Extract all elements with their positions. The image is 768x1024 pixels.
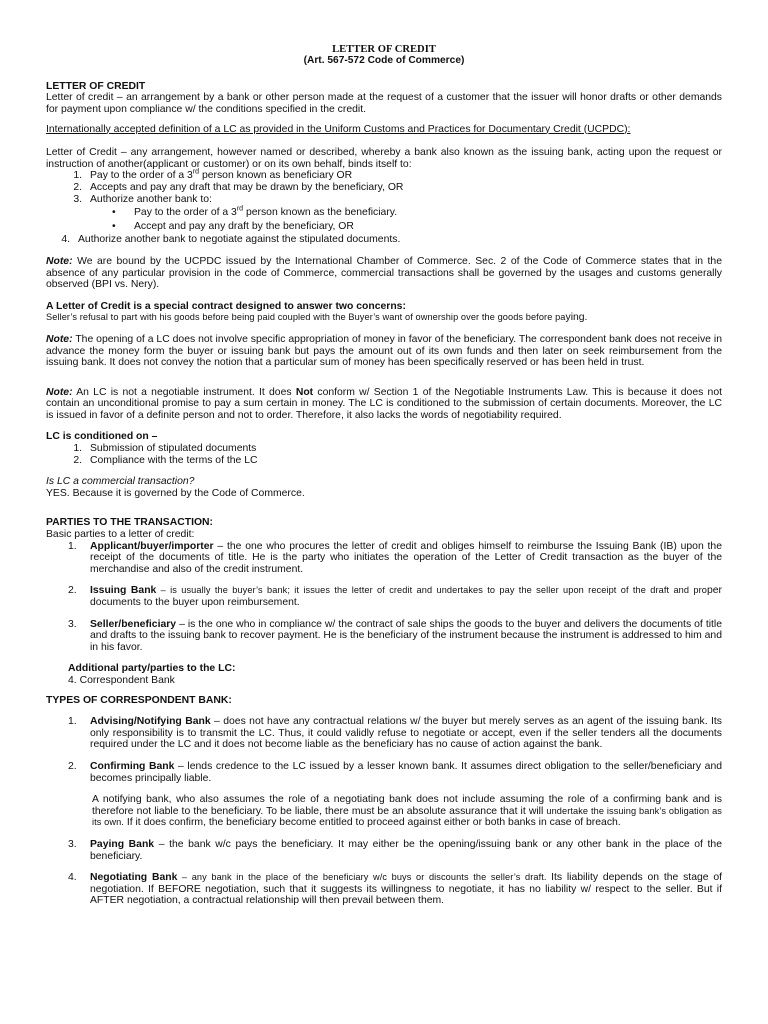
- title-block: [46, 44, 722, 67]
- commercial-answer: YES. Because it is governed by the Code of Commerce.: [46, 487, 305, 499]
- lc-definition-list: [46, 170, 722, 246]
- note-negotiable: Note: An LC is not a negotiable instrument. It does Not conform w/ Section 1 of the Negotiable Instruments Law. This is because it does not contain an unconditional promise to pay a sum certain in money. The LC is conditioned to the submission of certain documents. Moreover, the LC is issued in favor of a definite person and not to order. Therefore, it also lacks the words of negotiability required.: [46, 386, 722, 421]
- definition-paragraph: Letter of credit – an arrangement by a bank or other person made at the request of a customer that the issuer will honor drafts or other demands for payment upon compliance w/ the conditions specified in the credit.: [46, 92, 723, 115]
- party-item: 3. Seller/beneficiary – is the one who in compliance w/ the contract of sale ships the goods to the buyer and delivers the documents of title and drafts to the issuing bank to recover payment. He is the beneficiary of the instrument because the instrument is addressed to him and in his favor.: [68, 618, 722, 653]
- bullet-icon: •: [112, 220, 116, 232]
- note-ucpdc: Note: We are bound by the UCPDC issued by the International Chamber of Commerce. Sec. 2 of the Code of Commerce states that in the absence of any particular provision in the code of Commerce, commercial transactions shall be governed by the usages and customs generally observed (BPI vs. Nery).: [46, 255, 722, 291]
- type-item: 4. Negotiating Bank – any bank in the place of the beneficiary w/c buys or discounts the seller’s draft. Its liability depends on the stage of negotiation. If BEFORE negotiation, such that it suggests its willingness to negotiate, it has no liability w/ respect to the seller. But if AFTER negotiation, a contractual relationship will then prevail between them.: [68, 872, 722, 907]
- list-item: 3. Authorize another bank to:: [73, 193, 212, 205]
- conditioned-list: [46, 443, 722, 466]
- parties-intro: Basic parties to a letter of credit:: [46, 529, 195, 541]
- type-item: 3. Paying Bank – the bank w/c pays the beneficiary. It may either be the opening/issuing bank or any other bank in the place of the beneficiary.: [68, 838, 722, 862]
- bullet-item: • Pay to the order of a 3rd person known as the beneficiary.: [112, 205, 398, 219]
- commercial-question: Is LC a commercial transaction?: [46, 476, 195, 488]
- special-contract-text: Seller’s refusal to part with his goods before being paid coupled with the Buyer’s want of ownership over the goods before paying.: [46, 312, 588, 324]
- list-item: 1. Submission of stipulated documents: [73, 443, 257, 455]
- ucpdc-heading: Internationally accepted definition of a LC as provided in the Uniform Customs and Practices for Documentary Credit (UCPDC):: [46, 123, 631, 135]
- document-subtitle: (Art. 567-572 Code of Commerce): [303, 55, 465, 67]
- type-item: 1. Advising/Notifying Bank – does not have any contractual relations w/ the buyer but merely serves as an agent of the issuing bank. Its only responsibility is to transmit the LC. Thus, it could validly refuse to negotiate or accept, even if the seller tenders all the documents required under the LC and it does not become liable as the beneficiary has no cause of action against the bank.: [68, 716, 722, 751]
- lc-definition-paragraph: Letter of Credit – any arrangement, however named or described, whereby a bank also known as the issuing bank, acting upon the request or instruction of another(applicant or customer) or on its own behalf, binds itself to:: [46, 147, 722, 170]
- types-heading: TYPES OF CORRESPONDENT BANK:: [46, 694, 232, 706]
- bullet-icon: •: [112, 207, 116, 219]
- list-item: 4. Authorize another bank to negotiate against the stipulated documents.: [61, 234, 401, 246]
- parties-heading: PARTIES TO THE TRANSACTION:: [46, 517, 214, 529]
- list-item: 2. Compliance with the terms of the LC: [73, 454, 258, 466]
- type-item: 2. Confirming Bank – lends credence to the LC issued by a lesser known bank. It assumes direct obligation to the seller/beneficiary and becomes principally liable.: [68, 760, 722, 784]
- additional-party-item: 4. Correspondent Bank: [68, 674, 175, 686]
- additional-party-heading: Additional party/parties to the LC:: [68, 663, 236, 675]
- conditioned-heading: LC is conditioned on –: [46, 431, 158, 443]
- bullet-item: • Accept and pay any draft by the beneficiary, OR: [112, 220, 354, 232]
- list-item: 1. Pay to the order of a 3rd person known as beneficiary OR: [73, 168, 353, 182]
- confirming-bank-note: A notifying bank, who also assumes the role of a negotiating bank does not include assuming the role of a confirming bank and is therefore not liable to the beneficiary. To be liable, there must be an absolute assurance that it will undertake the issuing bank’s obligation as its own. If it does confirm, the beneficiary become entitled to proceed against either or both banks in case of breach.: [92, 794, 722, 829]
- note-opening: Note: The opening of a LC does not involve specific appropriation of money in favor of the beneficiary. The correspondent bank does not receive in advance the money form the buyer or issuing bank but pays the amount out of its own funds and then later on seek reimbursement from the issuing bank. It does not convey the notion that a particular sum of money has been specifically reserved or has been held in trust.: [46, 333, 722, 369]
- party-item: 2. Issuing Bank – is usually the buyer’s bank; it issues the letter of credit and undertakes to pay the seller upon receipt of the draft and proper documents to the buyer upon reimbursement.: [68, 585, 722, 608]
- list-item: 2. Accepts and pay any draft that may be drawn by the beneficiary, OR: [73, 181, 404, 193]
- special-contract-heading: A Letter of Credit is a special contract designed to answer two concerns:: [46, 300, 406, 312]
- party-item: 1. Applicant/buyer/importer – the one who procures the letter of credit and obliges himself to reimburse the Issuing Bank (IB) upon the receipt of the documents of title. He is the party who initiates the operation of the Letter of Credit transaction as the buyer of the merchandise and also of the credit instrument.: [68, 540, 722, 575]
- section-heading-letter-of-credit: LETTER OF CREDIT: [46, 80, 146, 92]
- document-title: LETTER OF CREDIT: [332, 44, 436, 55]
